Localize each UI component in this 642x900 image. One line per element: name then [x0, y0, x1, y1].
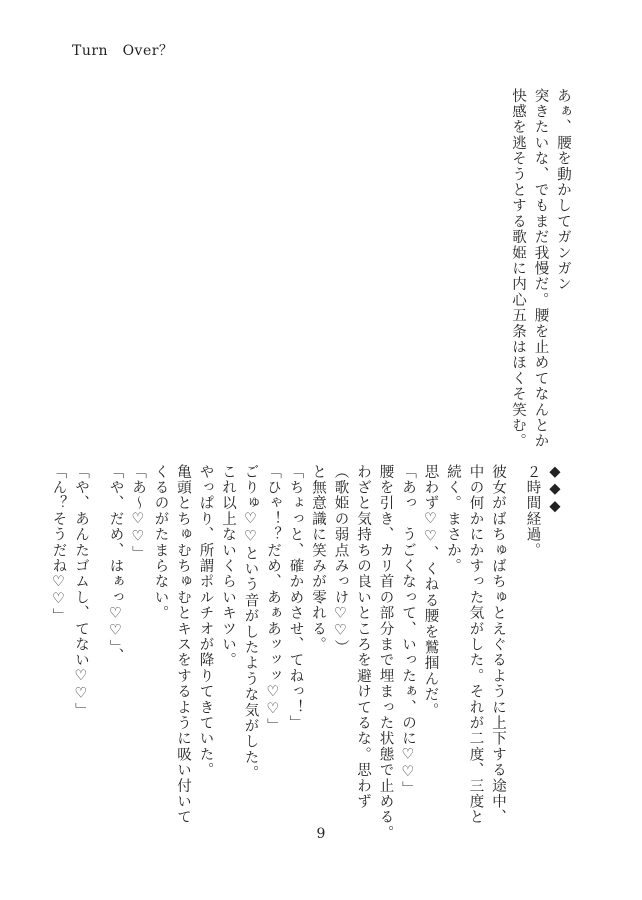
thought-line: （歌姫の弱点みっけ♡♡） — [332, 464, 349, 656]
dialogue-line: 「あ～♡♡」 — [130, 464, 146, 562]
text-line: くるのがたまらない。 — [152, 464, 169, 621]
text-line: 腰を引き、カリ首の部分まで埋まった状態で止める。 — [377, 464, 394, 841]
text-line: これ以上ないくらいキツい。 — [220, 464, 236, 669]
paragraph-gap — [92, 464, 104, 841]
running-title: Turn Over？ — [72, 43, 174, 59]
section-break-diamonds: ◆◆◆ — [547, 464, 563, 516]
text-line: 快感を逃そうとする歌姫に内心五条はほくそ笑む。 — [510, 88, 526, 450]
text-line: わざと気持ちの良いところを避けてるな。思わず — [355, 464, 371, 810]
dialogue-line: 「や、あんたゴムし、てない♡♡」 — [73, 464, 89, 719]
text-line: 続く。まさか。 — [445, 464, 461, 574]
text-line: 思わず♡♡、くねる腰を鷲掴んだ。 — [422, 464, 439, 719]
paragraph-gap — [509, 464, 521, 841]
text-line: 中の何かにかすった気がした。それが二度、三度と — [467, 464, 484, 826]
upper-passage — [507, 88, 575, 449]
dialogue-line: 「あっ うごくなって、いったぁ、のに♡♡」 — [400, 464, 416, 797]
time-skip-line: ２時間経過。 — [524, 464, 541, 559]
dialogue-line: 「ん？そうだね♡♡」 — [50, 464, 67, 624]
text-line: やっぱり、所謂ポルチオが降りてきていた。 — [197, 464, 214, 778]
text-line: 亀頭とちゅむちゅむとキスをするように吸い付いて — [175, 464, 191, 826]
text-line: 突きたいな、でもまだ我慢だ。腰を止めてなんとか — [532, 88, 549, 450]
dialogue-line: 「ひゃ！？だめ、あぁあッッッ♡♡」 — [265, 464, 281, 734]
text-line: 彼女がばちゅばちゅとえぐるように上下する途中、 — [490, 464, 506, 826]
dialogue-line: 「や、だめ、はぁっ♡♡」、 — [107, 464, 124, 664]
page-number: 9 — [316, 826, 326, 842]
text-line: あぁ、腰を動かしてガンガン — [555, 88, 571, 293]
dialogue-line: 「ちょっと、確かめさせ、てねっ！」 — [287, 464, 304, 731]
text-line: と無意識に笑みが零れる。 — [310, 464, 326, 653]
text-line: ごりゅ♡♡という音がしたような気がした。 — [242, 464, 259, 781]
lower-passage — [47, 464, 566, 841]
